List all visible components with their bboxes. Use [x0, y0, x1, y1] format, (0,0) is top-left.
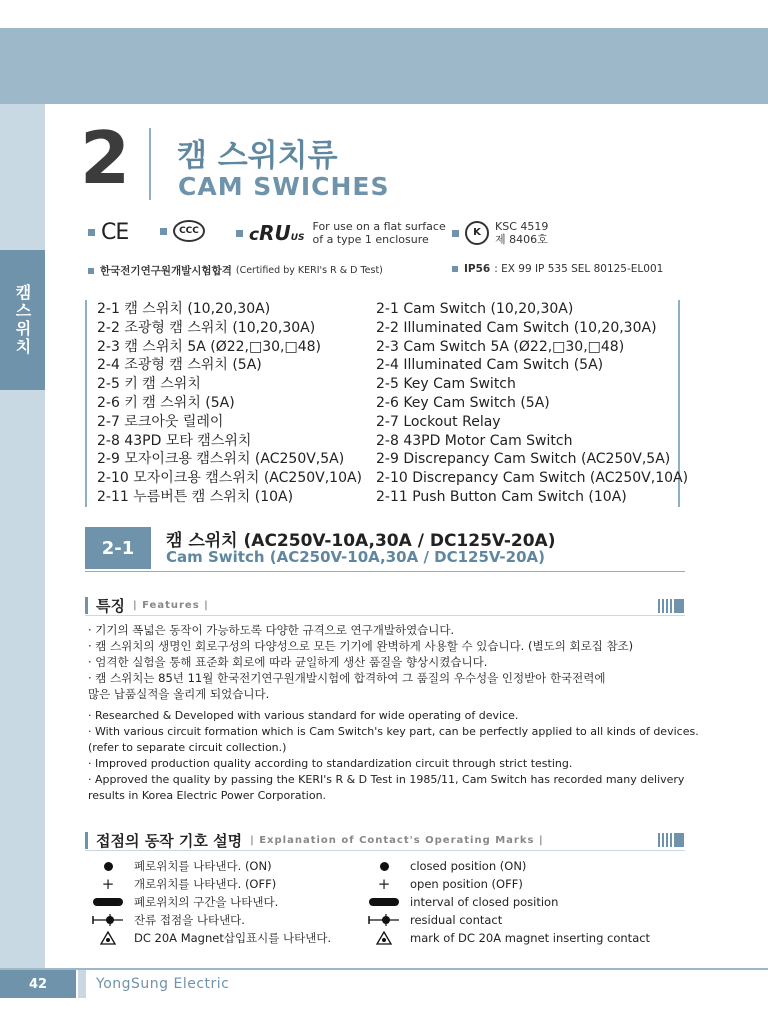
features-en: [88, 708, 699, 804]
toc-item[interactable]: 2-5 키 캠 스위치: [97, 376, 201, 393]
contact-row: [92, 929, 331, 947]
contact-row: [368, 929, 650, 947]
ccc-mark: [160, 220, 205, 242]
residual-contact-icon: [92, 913, 124, 927]
toc-korean: [85, 300, 387, 507]
contact-row: [368, 893, 558, 911]
toc-item[interactable]: 2-6 Key Cam Switch (5A): [376, 394, 550, 411]
keri-ko: 한국전기연구원개발시험합격: [100, 265, 232, 277]
contact-desc: closed position (ON): [410, 859, 527, 873]
interval-bar-icon: [93, 898, 123, 906]
decor-stripes: [658, 833, 684, 847]
section-divider: [85, 571, 685, 572]
toc-item[interactable]: 2-8 43PD 모타 캠스위치: [97, 432, 252, 449]
toc-english: [376, 300, 689, 507]
toc-item[interactable]: 2-5 Key Cam Switch: [376, 376, 516, 393]
contact-desc: residual contact: [410, 913, 503, 927]
chapter-divider: [149, 128, 151, 200]
ce-logo: CE: [101, 220, 129, 245]
contact-desc: 잔류 접점을 나타낸다.: [134, 913, 245, 927]
magnet-triangle-icon: [376, 931, 392, 945]
toc-item[interactable]: 2-1 Cam Switch (10,20,30A): [376, 301, 574, 317]
contacts-rule: [85, 850, 685, 851]
side-tab-label: 캠스위치: [13, 284, 32, 356]
toc-item[interactable]: 2-10 Discrepancy Cam Switch (AC250V,10A): [376, 470, 689, 487]
ksc-line-1: KSC 4519: [495, 220, 549, 233]
contact-row: [92, 875, 276, 893]
contacts-heading: [85, 830, 544, 851]
contact-desc: DC 20A Magnet삽입표시를 나타낸다.: [134, 931, 332, 945]
toc-item[interactable]: 2-10 모자이크용 캠스위치 (AC250V,10A): [97, 470, 363, 487]
feature-line: (refer to separate circuit collection.): [88, 741, 287, 754]
toc-item[interactable]: 2-1 캠 스위치 (10,20,30A): [97, 301, 271, 317]
toc-item[interactable]: 2-3 Cam Switch 5A (Ø22,□30,□48): [376, 338, 625, 355]
contact-desc: interval of closed position: [410, 895, 559, 909]
interval-bar-icon: [369, 898, 399, 906]
page-number: 42: [0, 970, 76, 998]
ip-cert: [452, 263, 663, 275]
page-bar: [78, 970, 86, 998]
contact-desc: 폐로위치의 구간을 나타낸다.: [134, 895, 279, 909]
side-tab: [0, 250, 45, 390]
closed-dot-icon: [104, 862, 113, 871]
bullet-square: [452, 266, 458, 272]
contact-desc: 폐로위치를 나타낸다. (ON): [134, 859, 272, 873]
ip-text: : EX 99 IP 535 SEL 80125-EL001: [494, 263, 664, 275]
bullet-square: [236, 230, 243, 237]
toc-item[interactable]: 2-2 조광형 캠 스위치 (10,20,30A): [97, 319, 316, 336]
open-plus-icon: +: [377, 874, 391, 893]
contacts-subtitle: | Explanation of Contact's Operating Marks |: [250, 835, 544, 846]
ks-logo-icon: K: [465, 221, 489, 245]
bullet-square: [88, 268, 94, 274]
contact-row: [368, 857, 526, 875]
feature-line: · 캠 스위치는 85년 11월 한국전기연구원개발시험에 합격하여 그 품질의 우수성을 인정받아 한국전력에: [88, 671, 606, 685]
toc-item[interactable]: 2-7 로크아웃 릴레이: [97, 413, 224, 430]
section-number: 2-1: [85, 527, 151, 569]
features-heading: [85, 595, 209, 616]
chapter-number: 2: [80, 116, 131, 200]
section-title-en: Cam Switch (AC250V-10A,30A / DC125V-20A): [166, 548, 545, 566]
footer-rule: [0, 968, 768, 970]
section-title-ko: 캠 스위치 (AC250V-10A,30A / DC125V-20A): [166, 531, 556, 551]
toc-item[interactable]: 2-9 모자이크용 캠스위치 (AC250V,5A): [97, 451, 345, 468]
closed-dot-icon: [380, 862, 389, 871]
contact-row: [92, 893, 278, 911]
feature-line: · 엄격한 실험을 통해 표준화 회로에 따라 균일하게 생산 품질을 향상시켰습니다.: [88, 655, 488, 669]
contact-desc: open position (OFF): [410, 877, 523, 891]
bullet-square: [160, 228, 167, 235]
toc-item[interactable]: 2-11 Push Button Cam Switch (10A): [376, 488, 627, 505]
heading-bar: [85, 832, 88, 849]
feature-line: · With various circuit formation which is Cam Switch's key part, can be perfectly applied to all kinds of devices.: [88, 725, 699, 738]
brand-name: YongSung Electric: [96, 976, 230, 992]
toc-item[interactable]: 2-3 캠 스위치 5A (Ø22,□30,□48): [97, 338, 321, 355]
chapter-title-ko: 캠 스위치류: [177, 138, 338, 174]
residual-contact-icon: [368, 913, 400, 927]
ul-note-1: For use on a flat surface: [312, 220, 446, 233]
feature-line: · Researched & Developed with various standard for wide operating of device.: [88, 709, 519, 722]
open-plus-icon: +: [101, 874, 115, 893]
toc-item[interactable]: 2-6 키 캠 스위치 (5A): [97, 394, 235, 411]
features-rule: [85, 615, 685, 616]
contact-row: [368, 875, 523, 893]
features-subtitle: | Features |: [132, 600, 209, 611]
ccc-logo: CCC: [173, 220, 205, 242]
keri-en: (Certified by KERI's R & D Test): [235, 265, 383, 276]
features-title: 특징: [96, 597, 125, 615]
ul-note-2: of a type 1 enclosure: [312, 233, 429, 246]
toc-item[interactable]: 2-4 조광형 캠 스위치 (5A): [97, 357, 262, 374]
ip-label: IP56: [464, 263, 491, 275]
ks-mark: [452, 220, 548, 246]
toc-item[interactable]: 2-8 43PD Motor Cam Switch: [376, 432, 573, 449]
feature-line: · Improved production quality according to standardization circuit through strict testing.: [88, 757, 573, 770]
feature-line: results in Korea Electric Power Corporation.: [88, 789, 327, 802]
contact-row: [368, 911, 502, 929]
ce-mark: [88, 220, 128, 245]
ksc-line-2: 제 8406호: [495, 233, 548, 246]
feature-line: 많은 납품실적을 올리게 되었습니다.: [88, 687, 270, 701]
contacts-title: 접점의 동작 기호 설명: [96, 832, 243, 850]
heading-bar: [85, 597, 88, 614]
toc-item[interactable]: 2-11 누름버튼 캠 스위치 (10A): [97, 488, 294, 505]
bullet-square: [88, 229, 95, 236]
contact-row: [92, 857, 272, 875]
features-ko: [88, 622, 688, 702]
feature-line: · 기기의 폭넓은 동작이 가능하도록 다양한 규격으로 연구개발하였습니다.: [88, 623, 455, 637]
header-band: [0, 28, 768, 104]
ul-logo-icon: cRUUS: [249, 221, 305, 245]
feature-line: · 캠 스위치의 생명인 회로구성의 다양성으로 모든 기기에 완벽하게 사용할 수 있습니다. (별도의 회로집 참조): [88, 639, 634, 653]
keri-cert: [88, 263, 383, 278]
feature-line: · Approved the quality by passing the KERI's R & D Test in 1985/11, Cam Switch has recorded many delivery: [88, 773, 685, 786]
contact-desc: mark of DC 20A magnet inserting contact: [410, 931, 651, 945]
ul-mark: [236, 220, 446, 246]
bullet-square: [452, 230, 459, 237]
contact-row: [92, 911, 245, 929]
toc-item[interactable]: 2-7 Lockout Relay: [376, 413, 501, 430]
contact-desc: 개로위치를 나타낸다. (OFF): [134, 877, 277, 891]
chapter-title-en: CAM SWICHES: [178, 172, 390, 201]
toc-item[interactable]: 2-2 Illuminated Cam Switch (10,20,30A): [376, 319, 657, 336]
magnet-triangle-icon: [100, 931, 116, 945]
toc-item[interactable]: 2-4 Illuminated Cam Switch (5A): [376, 357, 604, 374]
toc-item[interactable]: 2-9 Discrepancy Cam Switch (AC250V,5A): [376, 451, 671, 468]
side-strip: [0, 104, 45, 972]
decor-stripes: [658, 599, 684, 613]
